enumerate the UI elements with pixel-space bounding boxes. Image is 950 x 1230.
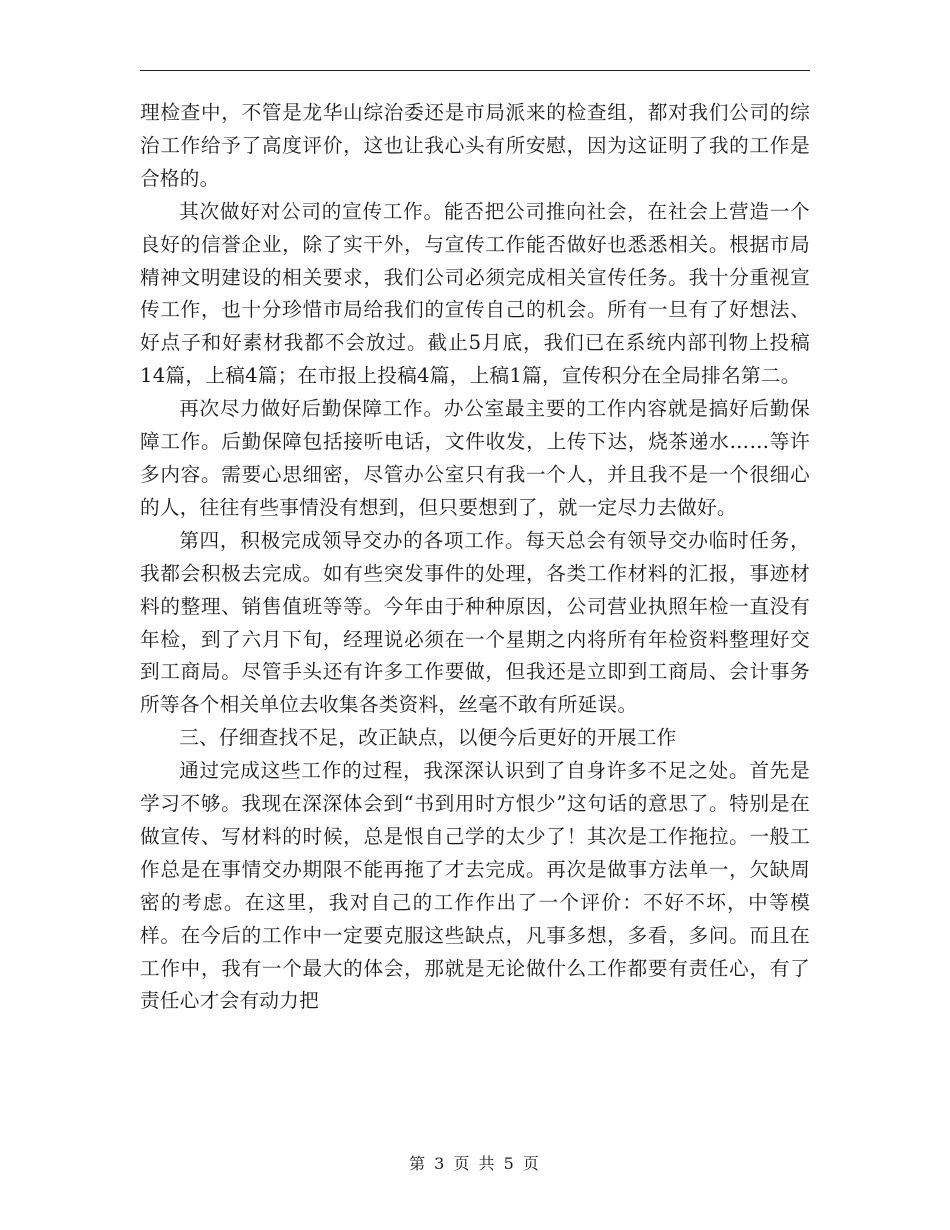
- header-rule: [140, 70, 810, 71]
- section-heading: 三、仔细查找不足，改正缺点，以便今后更好的开展工作: [179, 726, 677, 750]
- paragraph-1: 理检查中，不管是龙华山综治委还是市局派来的检查组，都对我们公司的综治工作给予了高度评价，这也让我心头有所安慰，因为这证明了我的工作是合格的。: [140, 101, 810, 190]
- paragraph-6: 通过完成这些工作的过程，我深深认识到了自身许多不足之处。首先是学习不够。我现在深深体会到“书到用时方恨少”这句话的意思了。特别是在做宣传、写材料的时候，总是恨自己学的太少了！其次是工作拖拉。一般工作总是在事情交办期限不能再拖了才去完成。再次是做事方法单一，欠缺周密的考虑。在这里，我对自己的工作作出了一个评价：不好不坏，中等模样。在今后的工作中一定要克服这些缺点，凡事多想，多看，多问。而且在工作中，我有一个最大的体会，那就是无论做什么工作都要有责任心，有了责任心才会有动力把: [140, 759, 810, 1013]
- paragraph-2: 其次做好对公司的宣传工作。能否把公司推向社会，在社会上营造一个良好的信誉企业，除了实干外，与宣传工作能否做好也悉悉相关。根据市局精神文明建设的相关要求，我们公司必须完成相关宣传任务。我十分重视宣传工作，也十分珍惜市局给我们的宣传自己的机会。所有一旦有了好想法、好点子和好素材我都不会放过。截止5月底，我们已在系统内部刊物上投稿14篇，上稿4篇；在市报上投稿4篇，上稿1篇，宣传积分在全局排名第二。: [140, 199, 810, 388]
- page-number: 第 3 页 共 5 页: [409, 1154, 541, 1173]
- document-body: [140, 97, 810, 1018]
- paragraph-4: 第四，积极完成领导交办的各项工作。每天总会有领导交办临时任务，我都会积极去完成。如有些突发事件的处理，各类工作材料的汇报，事迹材料的整理、销售值班等等。今年由于种种原因，公司营业执照年检一直没有年检，到了六月下旬，经理说必须在一个星期之内将所有年检资料整理好交到工商局。尽管手头还有许多工作要做，但我还是立即到工商局、会计事务所等各个相关单位去收集各类资料，丝毫不敢有所延误。: [140, 528, 810, 717]
- paragraph-3: 再次尽力做好后勤保障工作。办公室最主要的工作内容就是搞好后勤保障工作。后勤保障包括接听电话，文件收发，上传下达，烧茶递水……等许多内容。需要心思细密，尽管办公室只有我一个人，并且我不是一个很细心的人，往往有些事情没有想到，但只要想到了，就一定尽力去做好。: [140, 397, 810, 519]
